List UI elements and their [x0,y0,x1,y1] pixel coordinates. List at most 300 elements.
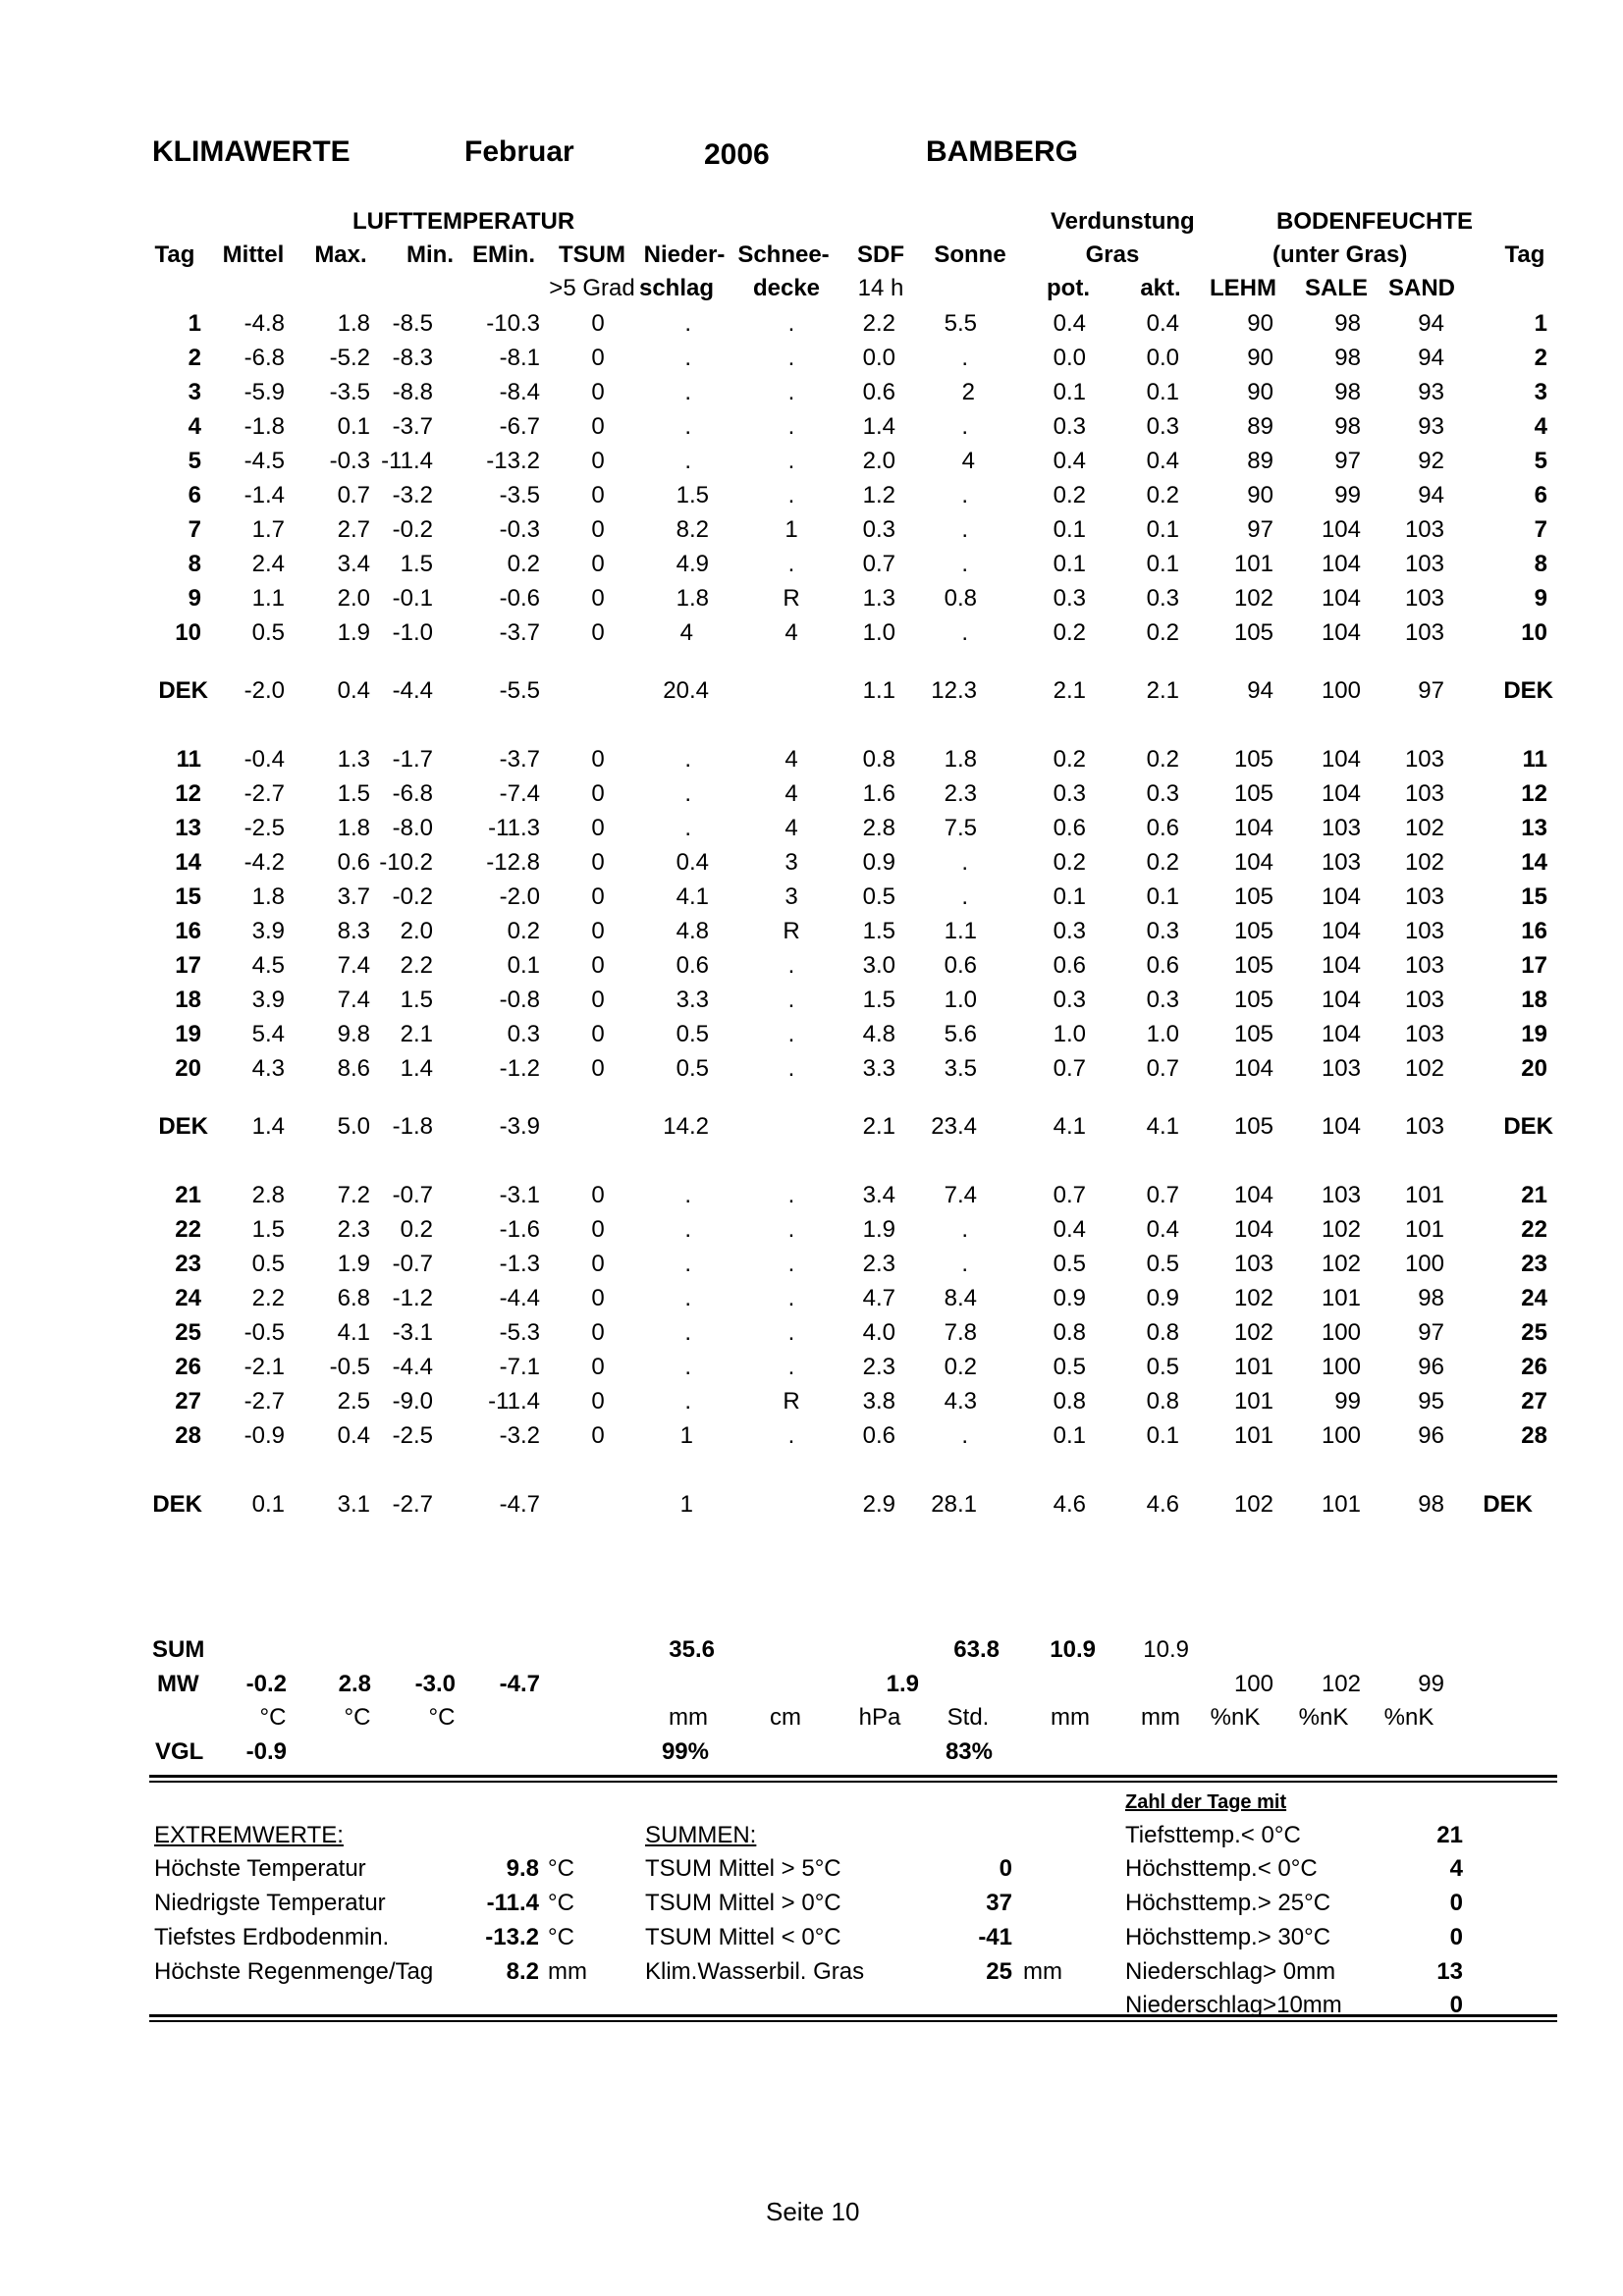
cell: 98 [1334,379,1361,405]
cell: 23 [1521,1251,1547,1277]
header-group-soil: BODENFEUCHTE [1276,208,1474,235]
cell: 8.4 [944,1285,977,1311]
cell: 105 [1233,952,1273,979]
header-schnee-sub: decke [752,275,821,301]
cell: 95 [1418,1388,1444,1415]
cell: 21 [1521,1182,1547,1208]
cell: 4.7 [862,1285,895,1311]
cell: -3.9 [499,1113,540,1140]
cell: 7 [188,516,201,543]
summary-unit: hPa [858,1704,901,1731]
cell: 4.1 [337,1319,370,1346]
cell: 2.7 [337,516,370,543]
cell: 101 [1233,551,1273,577]
summary-mw-max: 2.8 [338,1671,371,1697]
cell: 14.2 [663,1113,709,1140]
cell: 1.8 [944,746,977,773]
cell: 102 [1233,1319,1273,1346]
tage-value: 13 [1436,1958,1463,1985]
extremwerte-value: 9.8 [506,1855,539,1882]
cell: 8.6 [337,1055,370,1082]
cell: 8 [188,551,201,577]
cell: 100 [1321,1354,1361,1380]
cell: . [961,413,968,440]
cell: 2.2 [251,1285,285,1311]
cell: . [684,448,691,474]
cell: 103 [1404,780,1444,807]
cell: 103 [1404,987,1444,1013]
summen-label: TSUM Mittel > 0°C [645,1890,841,1916]
summary-sum-label: SUM [152,1636,205,1663]
cell: 101 [1233,1354,1273,1380]
cell: 2.8 [862,815,895,841]
cell: 94 [1418,482,1444,508]
cell: 1.4 [400,1055,433,1082]
tage-value: 0 [1449,1924,1463,1950]
cell: -7.4 [499,780,540,807]
summary-mw-sale: 102 [1321,1671,1361,1697]
header-sdf-sub: 14 h [857,275,904,301]
header-tag-right: Tag [1504,241,1545,268]
cell: -3.7 [499,746,540,773]
cell: -8.5 [392,310,433,337]
cell: 98 [1334,345,1361,371]
summary-vgl-sonne: 83% [945,1738,993,1765]
cell: -2.1 [243,1354,285,1380]
cell: 0.9 [1146,1285,1179,1311]
cell: 0.5 [1053,1354,1086,1380]
cell: 104 [1233,815,1273,841]
summary-mw-lehm: 100 [1233,1671,1273,1697]
cell: 1.8 [337,815,370,841]
cell: 2.1 [1053,677,1086,704]
cell: 102 [1321,1216,1361,1243]
cell: 103 [1321,1182,1361,1208]
cell: 103 [1404,1021,1444,1047]
cell: 1.0 [862,619,895,646]
cell: 1.7 [251,516,285,543]
cell: 2 [188,345,201,371]
cell: 1.2 [862,482,895,508]
cell: 24 [1521,1285,1547,1311]
cell: 28 [1521,1422,1547,1449]
summary-mw-label: MW [157,1671,199,1697]
cell: 105 [1233,746,1273,773]
cell: 3.9 [251,918,285,944]
doc-title: KLIMAWERTE [152,135,351,168]
cell: DEK [1503,677,1553,704]
cell: 0.9 [862,849,895,876]
cell: 105 [1233,987,1273,1013]
cell: . [787,1251,795,1277]
cell: -1.7 [392,746,433,773]
cell: -2.5 [392,1422,433,1449]
cell: 4.6 [1146,1491,1179,1518]
cell: -0.1 [392,585,433,612]
divider-top-1 [149,1775,1557,1778]
cell: 0.4 [1053,1216,1086,1243]
summary-vgl-nieder: 99% [661,1738,709,1765]
cell: 3.4 [862,1182,895,1208]
cell: 0.5 [1146,1251,1179,1277]
cell: . [684,1182,691,1208]
cell: . [787,413,795,440]
cell: 0.3 [1146,413,1179,440]
cell: -4.4 [392,677,433,704]
cell: . [961,482,968,508]
cell: -2.7 [392,1491,433,1518]
cell: 0.6 [862,379,895,405]
cell: 5.5 [944,310,977,337]
cell: 13 [1521,815,1547,841]
cell: 2 [1534,345,1547,371]
cell: . [787,1182,795,1208]
cell: 98 [1418,1285,1444,1311]
cell: 98 [1418,1491,1444,1518]
cell: . [684,1319,691,1346]
header-tsum-sub: >5 Grad [549,275,635,301]
cell: 4.8 [676,918,709,944]
header-akt: akt. [1140,275,1181,301]
cell: 0.4 [337,677,370,704]
cell: -4.7 [499,1491,540,1518]
cell: 0.1 [1146,883,1179,910]
cell: 1.3 [337,746,370,773]
cell: 0.2 [1053,746,1086,773]
cell: 4 [1534,413,1547,440]
cell: 105 [1233,619,1273,646]
cell: 20 [175,1055,201,1082]
cell: 6 [188,482,201,508]
cell: 90 [1247,310,1273,337]
cell: 1.0 [1146,1021,1179,1047]
cell: . [787,1216,795,1243]
cell: 103 [1404,619,1444,646]
header-max: Max. [314,241,367,268]
cell: 0 [591,1354,605,1380]
cell: 0.2 [1146,849,1179,876]
cell: 6 [1534,482,1547,508]
cell: 0.2 [1146,482,1179,508]
cell: 0.2 [1146,746,1179,773]
cell: 0.5 [251,1251,285,1277]
cell: 3.0 [862,952,895,979]
cell: 1 [679,1491,693,1518]
cell: 0 [591,1216,605,1243]
cell: 24 [175,1285,201,1311]
cell: 1.9 [337,1251,370,1277]
cell: 4.0 [862,1319,895,1346]
cell: 4 [784,619,798,646]
cell: 0.1 [1146,379,1179,405]
summary-unit: mm [1141,1704,1180,1731]
cell: 7.4 [337,952,370,979]
cell: 0 [591,516,605,543]
cell: 1.5 [676,482,709,508]
cell: 14 [175,849,201,876]
cell: . [684,1251,691,1277]
cell: . [961,1422,968,1449]
cell: . [684,345,691,371]
cell: 4.9 [676,551,709,577]
cell: 18 [175,987,201,1013]
cell: 28.1 [931,1491,977,1518]
cell: 93 [1418,379,1444,405]
cell: -10.3 [486,310,540,337]
cell: 12.3 [931,677,977,704]
summary-sum-akt: 10.9 [1143,1636,1189,1663]
cell: . [961,345,968,371]
cell: 0.1 [1053,516,1086,543]
cell: 0.6 [1146,952,1179,979]
cell: 25 [1521,1319,1547,1346]
cell: 0.5 [862,883,895,910]
extremwerte-unit: mm [548,1958,587,1985]
cell: 2.5 [337,1388,370,1415]
cell: 0 [591,849,605,876]
cell: 103 [1321,815,1361,841]
cell: -3.5 [329,379,370,405]
summen-value: 0 [999,1855,1012,1882]
summen-title: SUMMEN: [645,1822,757,1848]
extremwerte-unit: °C [548,1924,574,1950]
cell: -0.3 [329,448,370,474]
cell: 103 [1233,1251,1273,1277]
cell: 94 [1418,345,1444,371]
cell: . [787,551,795,577]
cell: 0.3 [1146,918,1179,944]
cell: -2.7 [243,780,285,807]
doc-year: 2006 [704,138,770,171]
cell: -11.4 [381,448,433,474]
cell: 0.6 [1053,815,1086,841]
cell: 0.6 [1053,952,1086,979]
cell: 0.1 [251,1491,285,1518]
cell: 2 [961,379,975,405]
cell: 23 [175,1251,201,1277]
cell: 3.1 [337,1491,370,1518]
cell: 0.7 [1053,1182,1086,1208]
cell: 1 [188,310,201,337]
doc-month: Februar [464,135,574,168]
cell: 90 [1247,379,1273,405]
cell: . [787,952,795,979]
cell: 27 [1521,1388,1547,1415]
cell: -0.9 [243,1422,285,1449]
cell: 90 [1247,345,1273,371]
cell: 2.3 [862,1251,895,1277]
cell: 2.1 [862,1113,895,1140]
page-number: Seite 10 [766,2197,860,2226]
cell: 101 [1321,1491,1361,1518]
cell: 97 [1418,677,1444,704]
cell: R [783,1388,800,1415]
cell: 0 [591,1055,605,1082]
cell: 0.2 [1053,482,1086,508]
tage-label: Niederschlag> 0mm [1125,1958,1336,1985]
summary-unit: °C [344,1704,371,1731]
header-min: Min. [406,241,454,268]
cell: 0.4 [1146,448,1179,474]
cell: -8.4 [499,379,540,405]
cell: 0.1 [1146,1422,1179,1449]
cell: -4.4 [499,1285,540,1311]
cell: 3.5 [944,1055,977,1082]
cell: 26 [1521,1354,1547,1380]
cell: 2.1 [1146,677,1179,704]
extremwerte-value: -11.4 [486,1890,539,1916]
cell: 0.1 [1146,551,1179,577]
cell: 103 [1321,1055,1361,1082]
cell: 7.8 [944,1319,977,1346]
extremwerte-unit: °C [548,1855,574,1882]
cell: 99 [1334,482,1361,508]
cell: DEK [1503,1113,1553,1140]
cell: 0.4 [1053,310,1086,337]
cell: 1.5 [400,551,433,577]
cell: . [684,1388,691,1415]
cell: 104 [1233,1182,1273,1208]
cell: 0.0 [1053,345,1086,371]
cell: 10 [1521,619,1547,646]
cell: 21 [175,1182,201,1208]
cell: . [684,815,691,841]
cell: 105 [1233,780,1273,807]
cell: 3 [784,883,798,910]
summary-unit: °C [259,1704,287,1731]
extremwerte-label: Niedrigste Temperatur [154,1890,386,1916]
cell: 1.1 [251,585,285,612]
cell: 0.1 [1053,379,1086,405]
cell: -1.8 [243,413,285,440]
cell: . [961,619,968,646]
cell: 9 [188,585,201,612]
cell: 1.6 [862,780,895,807]
cell: 1.5 [862,987,895,1013]
cell: -0.3 [499,516,540,543]
cell: . [684,413,691,440]
cell: -3.7 [392,413,433,440]
cell: 0.4 [1146,310,1179,337]
summary-mw-mittel: -0.2 [245,1671,287,1697]
divider-bottom-2 [149,2020,1557,2022]
cell: . [684,379,691,405]
cell: 3.8 [862,1388,895,1415]
cell: 1.5 [251,1216,285,1243]
cell: 22 [1521,1216,1547,1243]
cell: 0 [591,413,605,440]
cell: 4 [784,780,798,807]
cell: 0 [591,619,605,646]
cell: . [684,310,691,337]
summary-unit: %nK [1383,1704,1434,1731]
cell: 96 [1418,1354,1444,1380]
cell: 7.5 [944,815,977,841]
cell: 0.6 [1146,815,1179,841]
tage-label: Tiefsttemp.< 0°C [1125,1822,1301,1848]
cell: 104 [1321,1113,1361,1140]
cell: 8.2 [676,516,709,543]
cell: 0.8 [1053,1319,1086,1346]
cell: 0 [591,345,605,371]
cell: 0.2 [507,551,540,577]
cell: 93 [1418,413,1444,440]
cell: . [787,987,795,1013]
cell: 11 [1522,746,1547,773]
cell: 0 [591,746,605,773]
cell: 4.1 [1053,1113,1086,1140]
tage-label: Niederschlag>10mm [1125,1992,1342,2018]
header-sdf: SDF [857,241,904,268]
cell: 13 [175,815,201,841]
cell: 4 [679,619,693,646]
cell: 4 [188,413,201,440]
cell: -3.2 [499,1422,540,1449]
cell: 100 [1321,1319,1361,1346]
cell: 2.3 [337,1216,370,1243]
header-group-temp: LUFTTEMPERATUR [352,208,575,235]
cell: 104 [1321,952,1361,979]
cell: -1.2 [499,1055,540,1082]
cell: -0.7 [392,1182,433,1208]
header-nieder-sub: schlag [638,275,715,301]
cell: -6.8 [392,780,433,807]
summary-unit: %nK [1298,1704,1349,1731]
cell: 0.3 [507,1021,540,1047]
cell: 11 [176,746,201,773]
cell: 1.8 [251,883,285,910]
cell: 22 [175,1216,201,1243]
cell: 0.5 [1146,1354,1179,1380]
cell: 0 [591,815,605,841]
cell: 0.7 [1146,1055,1179,1082]
cell: -2.0 [243,677,285,704]
cell: 7 [1534,516,1547,543]
cell: 20.4 [663,677,709,704]
cell: -5.9 [243,379,285,405]
cell: . [961,883,968,910]
cell: -4.4 [392,1354,433,1380]
cell: 1 [1534,310,1547,337]
cell: 3 [1534,379,1547,405]
cell: 0.7 [1053,1055,1086,1082]
cell: -0.2 [392,883,433,910]
cell: 18 [1521,987,1547,1013]
summen-value: -41 [978,1924,1012,1950]
cell: 4.1 [676,883,709,910]
cell: 4.6 [1053,1491,1086,1518]
cell: 104 [1321,780,1361,807]
cell: 104 [1321,883,1361,910]
cell: 3 [188,379,201,405]
cell: -0.5 [329,1354,370,1380]
cell: 0.1 [337,413,370,440]
header-emin: EMin. [472,241,535,268]
cell: -8.0 [392,815,433,841]
cell: 104 [1321,1021,1361,1047]
header-sale: SALE [1304,275,1368,301]
cell: DEK [1483,1491,1533,1518]
summary-unit: mm [1051,1704,1090,1731]
cell: 0.3 [1146,780,1179,807]
cell: 3.7 [337,883,370,910]
cell: 1.0 [944,987,977,1013]
cell: 4.3 [944,1388,977,1415]
summary-sum-sonne: 63.8 [953,1636,1000,1663]
cell: 20 [1521,1055,1547,1082]
cell: 1.0 [1053,1021,1086,1047]
cell: 94 [1418,310,1444,337]
